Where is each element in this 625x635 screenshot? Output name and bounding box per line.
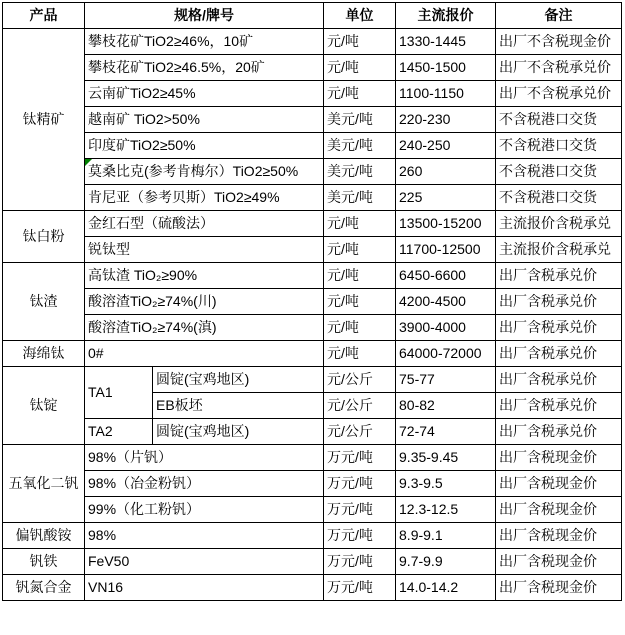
price-cell: 240-250 xyxy=(396,133,496,159)
note-cell: 出厂含税承兑价 xyxy=(496,341,622,367)
note-cell: 出厂不含税承兑价 xyxy=(496,81,622,107)
price-cell: 80-82 xyxy=(396,393,496,419)
unit-cell: 元/吨 xyxy=(324,315,396,341)
note-cell: 出厂含税承兑价 xyxy=(496,419,622,445)
price-cell: 12.3-12.5 xyxy=(396,497,496,523)
unit-cell: 元/吨 xyxy=(324,55,396,81)
spec-grade-cell: TA1 xyxy=(85,367,153,419)
table-row xyxy=(3,497,622,523)
price-cell: 3900-4000 xyxy=(396,315,496,341)
note-cell: 出厂含税承兑价 xyxy=(496,393,622,419)
unit-cell: 元/吨 xyxy=(324,263,396,289)
table-row xyxy=(3,107,622,133)
price-cell: 260 xyxy=(396,159,496,185)
table-row xyxy=(3,185,622,211)
table-row xyxy=(3,211,622,237)
note-cell: 不含税港口交货 xyxy=(496,159,622,185)
spec-cell: 金红石型（硫酸法） xyxy=(85,211,324,237)
spec-cell: VN16 xyxy=(85,575,324,601)
price-cell: 220-230 xyxy=(396,107,496,133)
table-row xyxy=(3,133,622,159)
spec-cell: 酸溶渣TiO₂≥74%(川) xyxy=(85,289,324,315)
product-cell: 钛锭 xyxy=(3,367,85,445)
header-unit: 单位 xyxy=(324,3,396,29)
unit-cell: 元/公斤 xyxy=(324,393,396,419)
cell-corner-marker-icon xyxy=(85,159,92,166)
note-cell: 出厂含税承兑价 xyxy=(496,367,622,393)
spec-grade-cell: TA2 xyxy=(85,419,153,445)
table-row xyxy=(3,419,622,445)
table-row xyxy=(3,81,622,107)
product-cell: 钛白粉 xyxy=(3,211,85,263)
unit-cell: 元/吨 xyxy=(324,237,396,263)
table-row xyxy=(3,367,622,393)
price-cell: 75-77 xyxy=(396,367,496,393)
table-row xyxy=(3,575,622,601)
price-cell: 1330-1445 xyxy=(396,29,496,55)
note-cell: 出厂不含税承兑价 xyxy=(496,55,622,81)
note-cell: 不含税港口交货 xyxy=(496,133,622,159)
unit-cell: 元/公斤 xyxy=(324,367,396,393)
price-cell: 1450-1500 xyxy=(396,55,496,81)
note-cell: 出厂含税承兑价 xyxy=(496,263,622,289)
unit-cell: 元/公斤 xyxy=(324,419,396,445)
price-cell: 9.7-9.9 xyxy=(396,549,496,575)
price-cell: 4200-4500 xyxy=(396,289,496,315)
product-cell: 五氧化二钒 xyxy=(3,445,85,523)
unit-cell: 美元/吨 xyxy=(324,107,396,133)
note-cell: 出厂含税现金价 xyxy=(496,471,622,497)
unit-cell: 元/吨 xyxy=(324,211,396,237)
table-row xyxy=(3,263,622,289)
note-cell: 出厂含税现金价 xyxy=(496,523,622,549)
note-cell: 出厂含税现金价 xyxy=(496,549,622,575)
unit-cell: 万元/吨 xyxy=(324,549,396,575)
spec-type-cell: 圆锭(宝鸡地区) xyxy=(153,367,324,393)
note-cell: 主流报价含税承兑 xyxy=(496,211,622,237)
table-row xyxy=(3,237,622,263)
table-row xyxy=(3,315,622,341)
note-cell: 出厂含税现金价 xyxy=(496,575,622,601)
price-cell: 11700-12500 xyxy=(396,237,496,263)
table-row xyxy=(3,289,622,315)
unit-cell: 万元/吨 xyxy=(324,575,396,601)
unit-cell: 元/吨 xyxy=(324,81,396,107)
header-product: 产品 xyxy=(3,3,85,29)
table-row xyxy=(3,55,622,81)
spec-type-cell: 圆锭(宝鸡地区) xyxy=(153,419,324,445)
spec-cell: 锐钛型 xyxy=(85,237,324,263)
spec-cell: 攀枝花矿TiO2≥46%，10矿 xyxy=(85,29,324,55)
note-cell: 出厂含税承兑价 xyxy=(496,289,622,315)
unit-cell: 万元/吨 xyxy=(324,471,396,497)
table-row xyxy=(3,471,622,497)
table-row xyxy=(3,445,622,471)
spec-cell: 云南矿TiO2≥45% xyxy=(85,81,324,107)
unit-cell: 万元/吨 xyxy=(324,523,396,549)
note-cell: 出厂含税现金价 xyxy=(496,497,622,523)
table-row xyxy=(3,159,622,185)
spec-type-cell: EB板坯 xyxy=(153,393,324,419)
unit-cell: 美元/吨 xyxy=(324,133,396,159)
note-cell: 出厂不含税现金价 xyxy=(496,29,622,55)
note-cell: 出厂含税现金价 xyxy=(496,445,622,471)
table-row xyxy=(3,29,622,55)
unit-cell: 元/吨 xyxy=(324,289,396,315)
unit-cell: 元/吨 xyxy=(324,29,396,55)
table-body xyxy=(3,29,622,601)
product-cell: 钛渣 xyxy=(3,263,85,341)
unit-cell: 美元/吨 xyxy=(324,185,396,211)
spec-cell: 98%（冶金粉钒） xyxy=(85,471,324,497)
note-cell: 出厂含税承兑价 xyxy=(496,315,622,341)
header-note: 备注 xyxy=(496,3,622,29)
note-cell: 不含税港口交货 xyxy=(496,107,622,133)
table-row xyxy=(3,523,622,549)
header-row xyxy=(3,3,622,29)
spec-cell: 攀枝花矿TiO2≥46.5%，20矿 xyxy=(85,55,324,81)
product-cell: 偏钒酸铵 xyxy=(3,523,85,549)
table-row xyxy=(3,549,622,575)
spec-cell: 98% xyxy=(85,523,324,549)
table-row xyxy=(3,341,622,367)
spec-cell: 莫桑比克(参考肯梅尔）TiO2≥50% xyxy=(85,159,324,185)
spec-cell: FeV50 xyxy=(85,549,324,575)
price-cell: 14.0-14.2 xyxy=(396,575,496,601)
unit-cell: 元/吨 xyxy=(324,341,396,367)
price-cell: 72-74 xyxy=(396,419,496,445)
product-cell: 钒铁 xyxy=(3,549,85,575)
spec-cell: 高钛渣 TiO₂≥90% xyxy=(85,263,324,289)
spec-cell: 印度矿TiO2≥50% xyxy=(85,133,324,159)
note-cell: 不含税港口交货 xyxy=(496,185,622,211)
unit-cell: 万元/吨 xyxy=(324,497,396,523)
price-cell: 1100-1150 xyxy=(396,81,496,107)
spec-cell: 98%（片钒） xyxy=(85,445,324,471)
unit-cell: 美元/吨 xyxy=(324,159,396,185)
header-spec: 规格/牌号 xyxy=(85,3,324,29)
header-price: 主流报价 xyxy=(396,3,496,29)
spec-cell: 酸溶渣TiO₂≥74%(滇) xyxy=(85,315,324,341)
spec-cell: 99%（化工粉钒） xyxy=(85,497,324,523)
price-cell: 64000-72000 xyxy=(396,341,496,367)
price-cell: 6450-6600 xyxy=(396,263,496,289)
product-cell: 钒氮合金 xyxy=(3,575,85,601)
price-table xyxy=(2,2,622,601)
product-cell: 钛精矿 xyxy=(3,29,85,211)
unit-cell: 万元/吨 xyxy=(324,445,396,471)
price-cell: 13500-15200 xyxy=(396,211,496,237)
price-cell: 8.9-9.1 xyxy=(396,523,496,549)
spec-cell: 越南矿 TiO2>50% xyxy=(85,107,324,133)
spec-cell: 0# xyxy=(85,341,324,367)
price-cell: 9.3-9.5 xyxy=(396,471,496,497)
price-cell: 225 xyxy=(396,185,496,211)
spec-cell: 肯尼亚（参考贝斯）TiO2≥49% xyxy=(85,185,324,211)
note-cell: 主流报价含税承兑 xyxy=(496,237,622,263)
price-cell: 9.35-9.45 xyxy=(396,445,496,471)
product-cell: 海绵钛 xyxy=(3,341,85,367)
